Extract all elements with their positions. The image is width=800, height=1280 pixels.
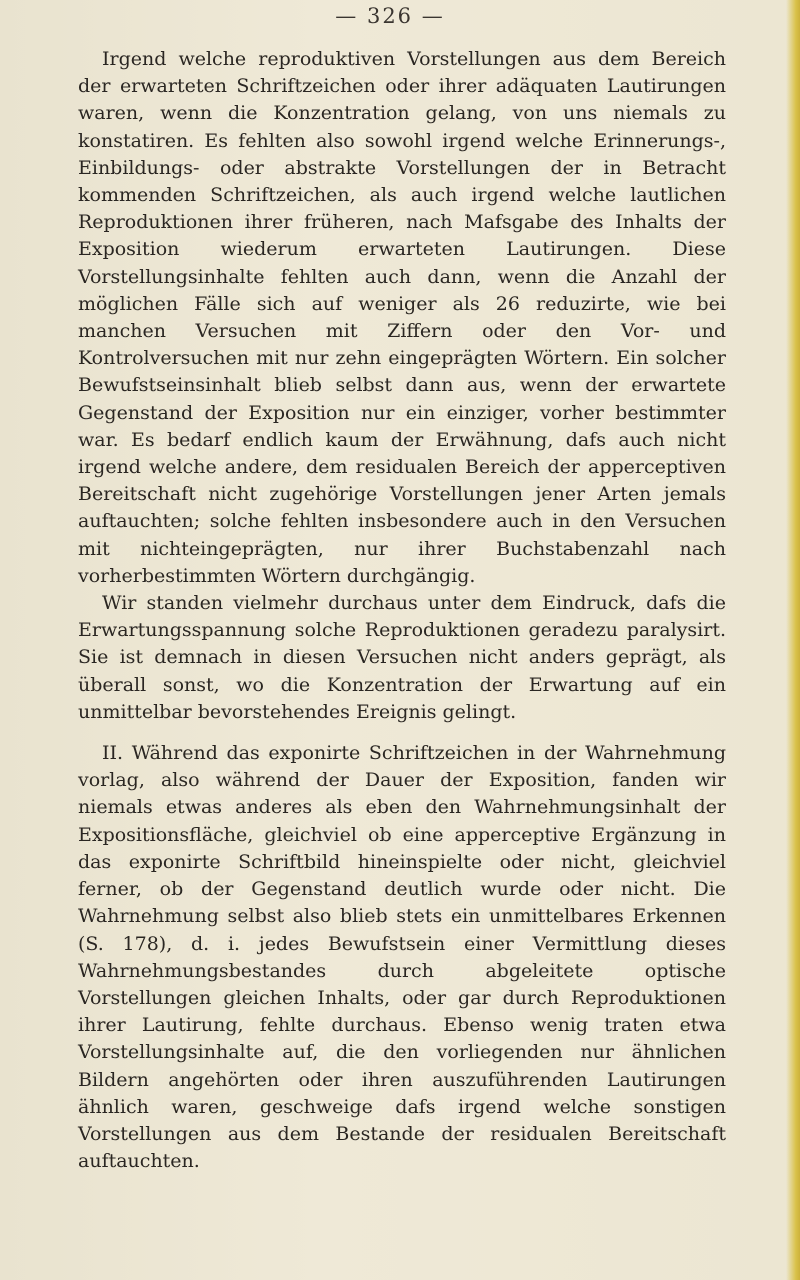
paragraph-1: Irgend welche reproduktiven Vorstellungen aus dem Bereich der erwarteten Schriftzeichen oder ihrer adäquaten Lautirungen waren, wenn die Konzentration gelang, von uns niemals zu konstatiren. Es fehlten also sowohl irgend welche Erinnerungs-, Einbildungs- oder abstrakte Vorstellungen der in Betracht kommenden Schriftzeichen, als auch irgend welche lautlichen Reproduktionen ihrer früheren, nach Mafsgabe des Inhalts der Exposition wiederum erwarteten Lautirungen. Diese Vorstellungsinhalte fehlten auch dann, wenn die Anzahl der möglichen Fälle sich auf weniger als 26 reduzirte, wie bei manchen Versuchen mit Ziffern oder den Vor- und Kontrolversuchen mit nur zehn eingeprägten Wörtern. Ein solcher Bewufstseinsinhalt blieb selbst dann aus, wenn der erwartete Gegenstand der Exposition nur ein einziger, vorher bestimmter war. Es bedarf endlich kaum der Erwähnung, dafs auch nicht irgend welche andere, dem residualen Bereich der apperceptiven Bereitschaft nicht zugehörige Vorstellungen jener Arten jemals auftauchten; solche fehlten insbesondere auch in den Versuchen mit nichteingeprägten, nur ihrer Buchstabenzahl nach vorherbestimmten Wörtern durchgängig. xyxy=(78,48,726,587)
paragraph-3: II. Während das exponirte Schriftzeichen in der Wahrnehmung vorlag, also während der Dauer der Exposition, fanden wir niemals etwas anderes als eben den Wahrnehmungsinhalt der Expositionsfläche, gleichviel ob eine apperceptive Ergänzung in das exponirte Schriftbild hineinspielte oder nicht, gleichviel ferner, ob der Gegenstand deutlich wurde oder nicht. Die Wahrnehmung selbst also blieb stets ein unmittelbares Erkennen (S. 178), d. i. jedes Bewufstsein einer Vermittlung dieses Wahrnehmungsbestandes durch abgeleitete optische Vorstellungen gleichen Inhalts, oder gar durch Reproduktionen ihrer Lautirung, fehlte durchaus. Ebenso wenig traten etwa Vorstellungsinhalte auf, die den vorliegenden nur ähnlichen Bildern angehörten oder ihren auszuführenden Lautirungen ähnlich waren, geschweige dafs irgend welche sonstigen Vorstellungen aus dem Bestande der residualen Bereitschaft auftauchten. xyxy=(78,742,726,1173)
page-edge xyxy=(786,0,800,1280)
paragraph-2: Wir standen vielmehr durchaus unter dem Eindruck, dafs die Erwartungsspannung solche Reproduktionen geradezu paralysirt. Sie ist demnach in diesen Versuchen nicht anders geprägt, als überall sonst, wo die Konzentration der Erwartung auf ein unmittelbar bevorstehendes Ereignis gelingt. xyxy=(78,592,726,723)
page-body xyxy=(78,46,726,1175)
page-number: — 326 — xyxy=(335,4,445,28)
